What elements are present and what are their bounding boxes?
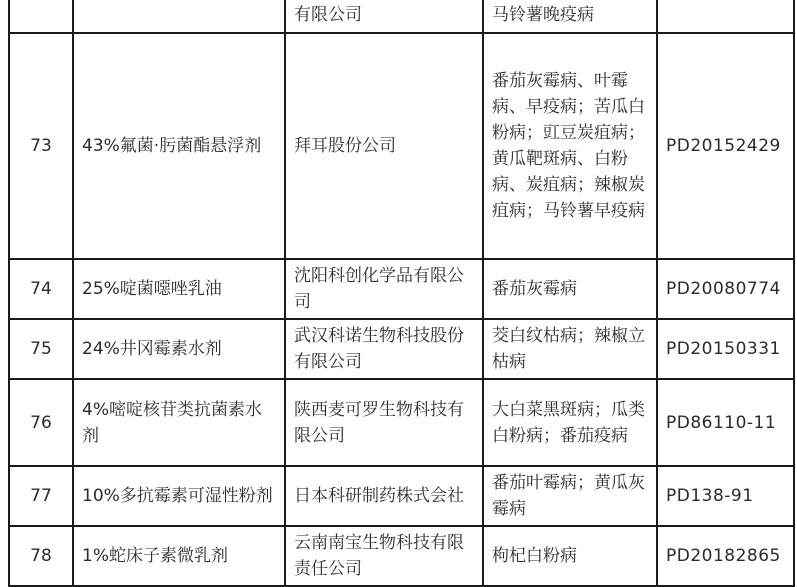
product-name-cell: 43%氟菌·肟菌酯悬浮剂 bbox=[73, 33, 285, 259]
row-number-cell: 78 bbox=[9, 526, 73, 586]
table-row bbox=[9, 259, 794, 319]
product-name-cell bbox=[73, 0, 285, 33]
product-name-cell: 10%多抗霉素可湿性粉剂 bbox=[73, 466, 285, 526]
table-row bbox=[9, 526, 794, 586]
target-disease-cell: 番茄叶霉病；黄瓜灰霉病 bbox=[483, 466, 657, 526]
company-cell: 沈阳科创化学品有限公司 bbox=[285, 259, 483, 319]
product-name-cell: 25%啶菌噁唑乳油 bbox=[73, 259, 285, 319]
target-disease-cell: 番茄灰霉病 bbox=[483, 259, 657, 319]
registration-number-cell: PD20150331 bbox=[657, 319, 794, 379]
table-row bbox=[9, 319, 794, 379]
target-disease-cell: 番茄灰霉病、叶霉病、早疫病；苦瓜白粉病；豇豆炭疽病；黄瓜靶斑病、白粉病、炭疽病；辣椒炭疽病；马铃薯早疫病 bbox=[483, 33, 657, 259]
row-number-cell: 75 bbox=[9, 319, 73, 379]
row-number-cell: 77 bbox=[9, 466, 73, 526]
target-disease-cell: 枸杞白粉病 bbox=[483, 526, 657, 586]
registration-number-cell: PD20152429 bbox=[657, 33, 794, 259]
table-row bbox=[9, 33, 794, 259]
registration-number-cell: PD20182865 bbox=[657, 526, 794, 586]
registration-number-cell bbox=[657, 0, 794, 33]
table-row bbox=[9, 466, 794, 526]
row-number-cell: 76 bbox=[9, 379, 73, 466]
product-name-cell: 1%蛇床子素微乳剂 bbox=[73, 526, 285, 586]
target-disease-cell: 大白菜黑斑病；瓜类白粉病；番茄疫病 bbox=[483, 379, 657, 466]
company-cell: 云南南宝生物科技有限责任公司 bbox=[285, 526, 483, 586]
company-cell: 拜耳股份公司 bbox=[285, 33, 483, 259]
row-number-cell: 74 bbox=[9, 259, 73, 319]
row-number-cell: 73 bbox=[9, 33, 73, 259]
target-disease-cell: 马铃薯晚疫病 bbox=[483, 0, 657, 33]
table-row bbox=[9, 0, 794, 33]
registration-number-cell: PD86110-11 bbox=[657, 379, 794, 466]
company-cell: 武汉科诺生物科技股份有限公司 bbox=[285, 319, 483, 379]
company-cell: 有限公司 bbox=[285, 0, 483, 33]
product-name-cell: 4%嘧啶核苷类抗菌素水剂 bbox=[73, 379, 285, 466]
company-cell: 陕西麦可罗生物科技有限公司 bbox=[285, 379, 483, 466]
target-disease-cell: 茭白纹枯病；辣椒立枯病 bbox=[483, 319, 657, 379]
registration-number-cell: PD138-91 bbox=[657, 466, 794, 526]
product-name-cell: 24%井冈霉素水剂 bbox=[73, 319, 285, 379]
pesticide-registration-table bbox=[8, 0, 795, 587]
company-cell: 日本科研制药株式会社 bbox=[285, 466, 483, 526]
table-row bbox=[9, 379, 794, 466]
registration-number-cell: PD20080774 bbox=[657, 259, 794, 319]
row-number-cell bbox=[9, 0, 73, 33]
